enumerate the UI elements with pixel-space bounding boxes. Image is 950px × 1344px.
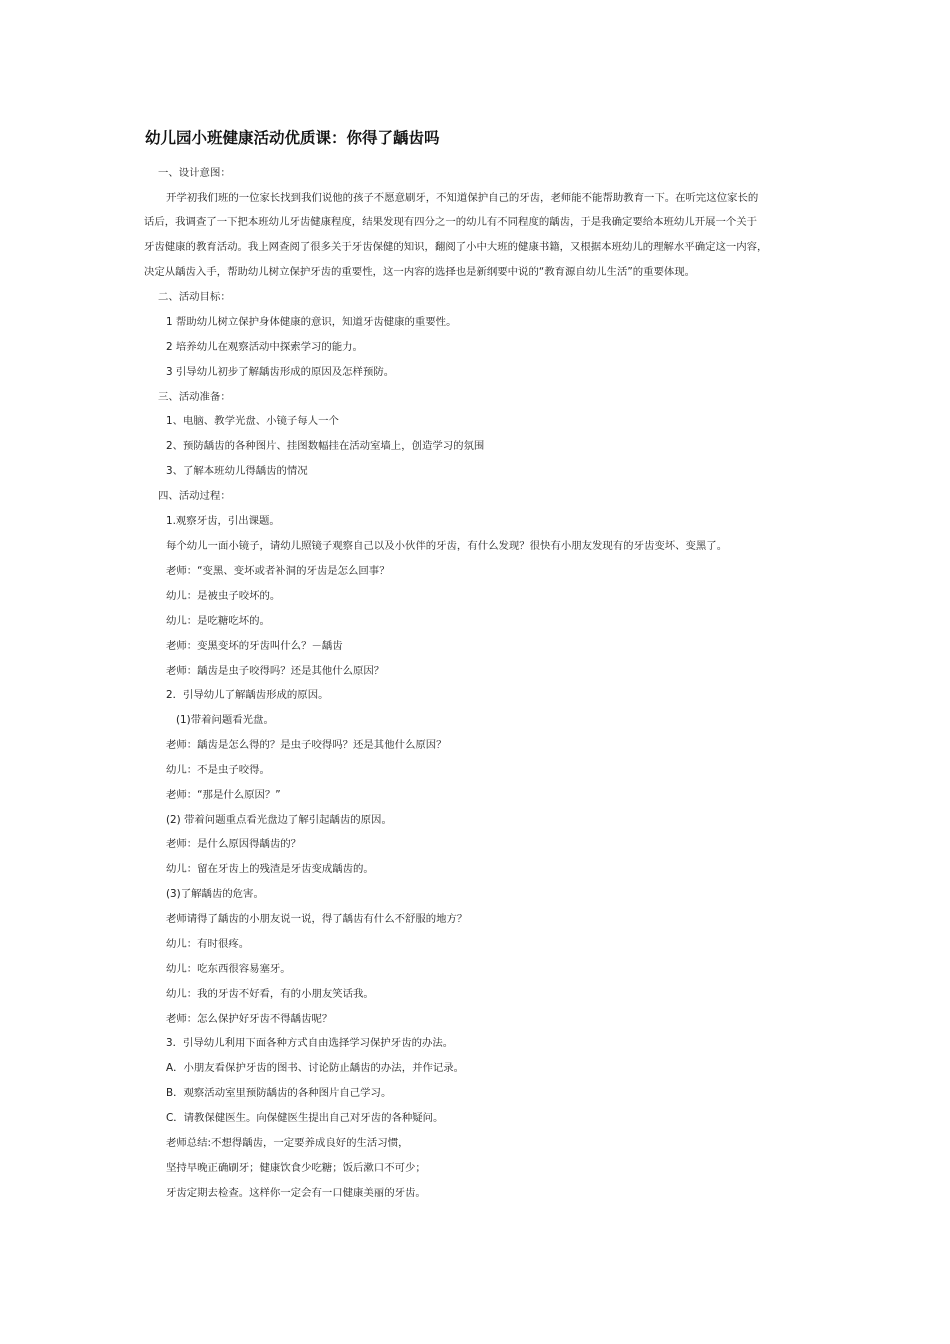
dialogue-line: 老师请得了龋齿的小朋友说一说，得了龋齿有什么不舒服的地方？ (166, 913, 468, 925)
dialogue-line: 幼儿：是被虫子咬坏的。 (166, 590, 281, 602)
dialogue-line: 幼儿：我的牙齿不好看，有的小朋友笑话我。 (166, 988, 374, 1000)
list-item: A．小朋友看保护牙齿的图书、讨论防止龋齿的办法，并作记录。 (166, 1062, 465, 1074)
paragraph-line: 牙齿健康的教育活动。我上网查阅了很多关于牙齿保健的知识，翻阅了小中大班的健康书籍，又根据本班幼儿的理解水平确定这一内容， (144, 241, 768, 253)
step-heading: 3．引导幼儿利用下面各种方式自由选择学习保护牙齿的办法。 (166, 1037, 454, 1049)
sub-step: (3)了解龋齿的危害。 (166, 888, 264, 900)
section-heading-process: 四、活动过程： (158, 490, 231, 502)
list-item: 1 帮助幼儿树立保护身体健康的意识，知道牙齿健康的重要性。 (166, 316, 457, 328)
list-item: 2、预防龋齿的各种图片、挂图数幅挂在活动室墙上，创造学习的氛围 (166, 440, 485, 452)
list-item: B．观察活动室里预防龋齿的各种图片自己学习。 (166, 1087, 392, 1099)
paragraph-line: 决定从龋齿入手，帮助幼儿树立保护牙齿的重要性，这一内容的选择也是新纲要中说的“教育源自幼儿生活”的重要体现。 (144, 266, 696, 278)
list-item: 2 培养幼儿在观察活动中探索学习的能力。 (166, 341, 363, 353)
list-item: 1、电脑、教学光盘、小镜子每人一个 (166, 415, 339, 427)
paragraph-line: 开学初我们班的一位家长找到我们说他的孩子不愿意刷牙，不知道保护自己的牙齿，老师能不能帮助教育一下。在听完这位家长的 (166, 192, 759, 204)
section-heading-design-intent: 一、设计意图： (158, 167, 231, 179)
dialogue-line: 幼儿：吃东西很容易塞牙。 (166, 963, 291, 975)
summary-line: 老师总结:不想得龋齿，一定要养成良好的生活习惯， (166, 1137, 409, 1149)
dialogue-line: 幼儿：留在牙齿上的残渣是牙齿变成龋齿的。 (166, 863, 374, 875)
dialogue-line: 老师：怎么保护好牙齿不得龋齿呢？ (166, 1013, 333, 1025)
sub-step: (1)带着问题看光盘。 (176, 714, 274, 726)
dialogue-line: 幼儿：有时很疼。 (166, 938, 250, 950)
dialogue-line: 老师：龋齿是虫子咬得吗？还是其他什么原因？ (166, 665, 385, 677)
list-item: C．请教保健医生。向保健医生提出自己对牙齿的各种疑问。 (166, 1112, 444, 1124)
paragraph-line: 每个幼儿一面小镜子，请幼儿照镜子观察自己以及小伙伴的牙齿，有什么发现？很快有小朋友发现有的牙齿变坏、变黑了。 (166, 540, 728, 552)
section-heading-goals: 二、活动目标： (158, 291, 231, 303)
dialogue-line: 老师：“变黑、变坏或者补洞的牙齿是怎么回事？ (166, 565, 390, 577)
dialogue-line: 老师：是什么原因得龋齿的？ (166, 838, 302, 850)
step-heading: 1.观察牙齿，引出课题。 (166, 515, 280, 527)
step-heading: 2．引导幼儿了解龋齿形成的原因。 (166, 689, 329, 701)
list-item: 3 引导幼儿初步了解龋齿形成的原因及怎样预防。 (166, 366, 395, 378)
dialogue-line: 老师：变黑变坏的牙齿叫什么？－龋齿 (166, 640, 343, 652)
document-title: 幼儿园小班健康活动优质课：你得了龋齿吗 (145, 129, 440, 147)
paragraph-line: 话后，我调查了一下把本班幼儿牙齿健康程度，结果发现有四分之一的幼儿有不同程度的龋齿，于是我确定要给本班幼儿开展一个关于 (144, 216, 758, 228)
list-item: 3、了解本班幼儿得龋齿的情况 (166, 465, 308, 477)
dialogue-line: 幼儿：不是虫子咬得。 (166, 764, 270, 776)
dialogue-line: 幼儿：是吃糖吃坏的。 (166, 615, 270, 627)
dialogue-line: 老师：龋齿是怎么得的？是虫子咬得吗？还是其他什么原因？ (166, 739, 447, 751)
dialogue-line: 老师：“那是什么原因？” (166, 789, 281, 801)
section-heading-preparation: 三、活动准备： (158, 391, 231, 403)
summary-line: 坚持早晚正确刷牙；健康饮食少吃糖；饭后漱口不可少； (166, 1162, 426, 1174)
sub-step: (2) 带着问题重点看光盘边了解引起龋齿的原因。 (166, 814, 392, 826)
summary-line: 牙齿定期去检查。这样你一定会有一口健康美丽的牙齿。 (166, 1187, 426, 1199)
